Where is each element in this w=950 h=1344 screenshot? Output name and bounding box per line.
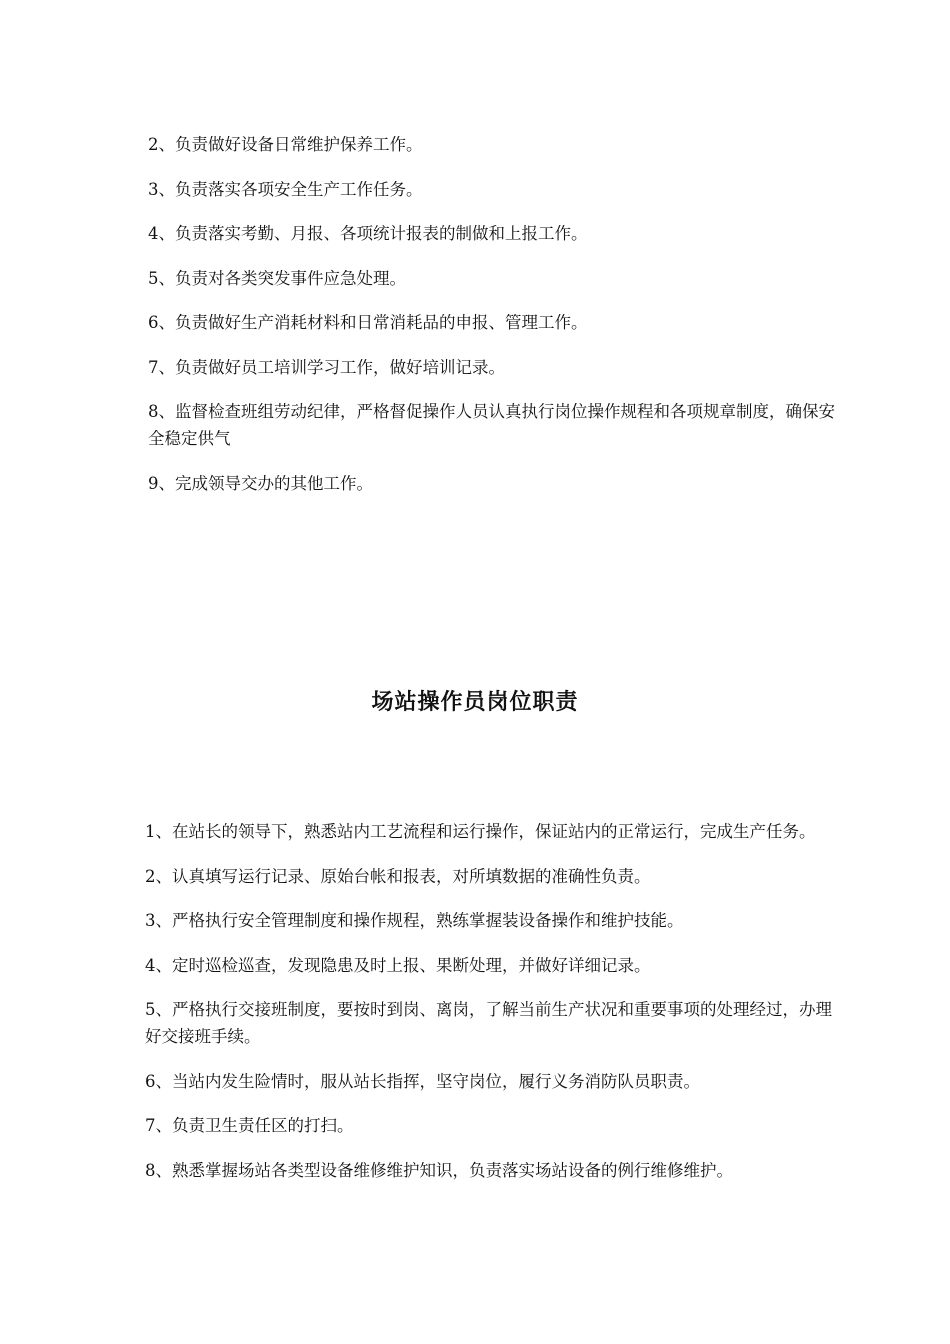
list-item: 5、负责对各类突发事件应急处理。 (148, 268, 406, 288)
list-item: 3、严格执行安全管理制度和操作规程，熟练掌握装设备操作和维护技能。 (145, 911, 684, 930)
list-item: 5、严格执行交接班制度，要按时到岗、离岗，了解当前生产状况和重要事项的处理经过，办理好交接班手续。 (145, 1000, 832, 1046)
section-title: 场站操作员岗位职责 (371, 689, 579, 715)
list-item: 7、负责做好员工培训学习工作，做好培训记录。 (148, 357, 505, 377)
list-item: 7、负责卫生责任区的打扫。 (145, 1116, 354, 1135)
list-item: 6、负责做好生产消耗材料和日常消耗品的申报、管理工作。 (148, 313, 588, 332)
list-item: 6、当站内发生险情时，服从站长指挥，坚守岗位，履行义务消防队员职责。 (145, 1071, 700, 1091)
list-item: 1、在站长的领导下，熟悉站内工艺流程和运行操作，保证站内的正常运行，完成生产任务。 (145, 822, 816, 841)
list-item: 8、监督检查班组劳动纪律，严格督促操作人员认真执行岗位操作规程和各项规章制度，确保安全稳定供气 (148, 402, 835, 448)
list-item: 2、负责做好设备日常维护保养工作。 (148, 135, 423, 154)
list-item: 9、完成领导交办的其他工作。 (148, 473, 373, 493)
list-item: 2、认真填写运行记录、原始台帐和报表，对所填数据的准确性负责。 (145, 866, 651, 886)
duties-list-continued (148, 131, 838, 514)
operator-duties-list (145, 818, 835, 1201)
list-item: 4、负责落实考勤、月报、各项统计报表的制做和上报工作。 (148, 224, 588, 243)
list-item: 4、定时巡检巡查，发现隐患及时上报、果断处理，并做好详细记录。 (145, 955, 651, 975)
list-item: 3、负责落实各项安全生产工作任务。 (148, 179, 423, 199)
list-item: 8、熟悉掌握场站各类型设备维修维护知识，负责落实场站设备的例行维修维护。 (145, 1160, 733, 1180)
